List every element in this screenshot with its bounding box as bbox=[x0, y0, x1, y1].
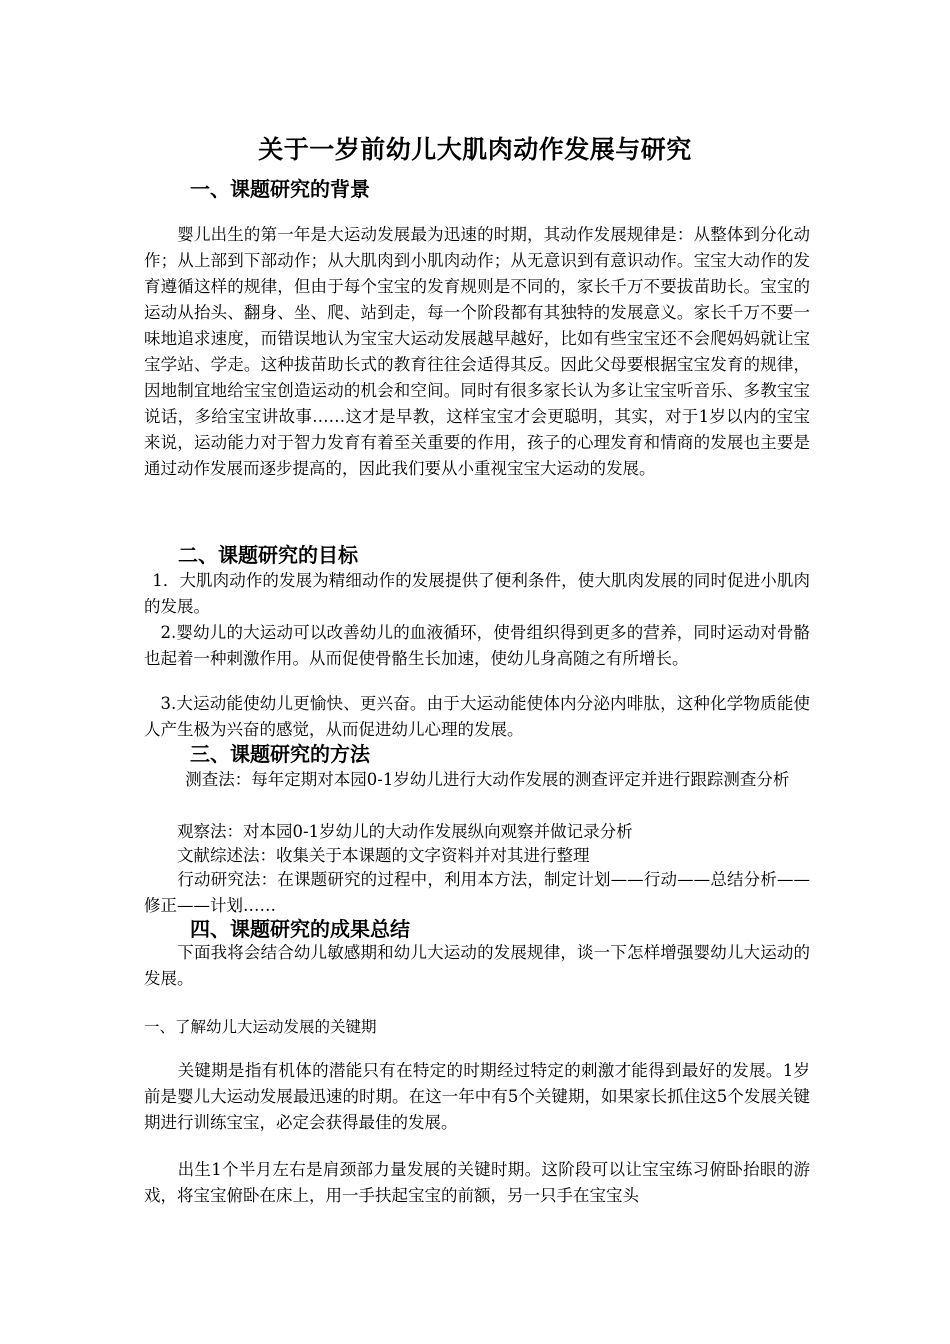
goal-item-3: 3.大运动能使幼儿更愉快、更兴奋。由于大运动能使体内分泌内啡肽，这种化学物质能使人产生极为兴奋的感觉，从而促进幼儿心理的发展。 bbox=[144, 694, 810, 739]
method-observation: 观察法：对本园0-1岁幼儿的大动作发展纵向观察并做记录分析 bbox=[144, 822, 633, 841]
shoulder-neck-paragraph: 出生1个半月左右是肩颈部力量发展的关键时期。这阶段可以让宝宝练习俯卧抬眼的游戏，将宝宝俯卧在床上，用一手扶起宝宝的前额，另一只手在宝宝头 bbox=[144, 1160, 810, 1205]
goal-item-2: 2.婴幼儿的大运动可以改善幼儿的血液循环，使骨组织得到更多的营养，同时运动对骨骼也起着一种刺激作用。从而促使骨骼生长加速，使幼儿身高随之有所增长。 bbox=[144, 623, 810, 668]
critical-period-paragraph: 关键期是指有机体的潜能只有在特定的时期经过特定的刺激才能得到最好的发展。1岁前是婴儿大运动发展最迅速的时期。在这一年中有5个关键期，如果家长抓住这5个发展关键期进行训练宝宝，必定会获得最佳的发展。 bbox=[144, 1061, 810, 1132]
section-heading-methods: 三、课题研究的方法 bbox=[190, 742, 370, 766]
method-literature-review: 文献综述法：收集关于本课题的文字资料并对其进行整理 bbox=[144, 846, 590, 865]
goal-item-1: 1．大肌肉动作的发展为精细动作的发展提供了便利条件，使大肌肉发展的同时促进小肌肉的发展。 bbox=[144, 571, 810, 616]
document-title: 关于一岁前幼儿大肌肉动作发展与研究 bbox=[258, 135, 692, 164]
section-heading-results: 四、课题研究的成果总结 bbox=[190, 917, 410, 941]
background-paragraph: 婴儿出生的第一年是大运动发展最为迅速的时期，其动作发展规律是：从整体到分化动作；从上部到下部动作；从大肌肉到小肌肉动作；从无意识到有意识动作。宝宝大动作的发育遵循这样的规律，但由于每个宝宝的发育规则是不同的，家长千万不要拔苗助长。宝宝的运动从抬头、翻身、坐、爬、站到走，每一个阶段都有其独特的发展意义。家长千万不要一味地追求速度，而错误地认为宝宝大运动发展越早越好，比如有些宝宝还不会爬妈妈就让宝宝学站、学走。这种拔苗助长式的教育往往会适得其反。因此父母要根据宝宝发育的规律，因地制宜地给宝宝创造运动的机会和空间。同时有很多家长认为多让宝宝听音乐、多教宝宝说话，多给宝宝讲故事……这才是早教，这样宝宝才会更聪明，其实，对于1岁以内的宝宝来说，运动能力对于智力发育有着至关重要的作用，孩子的心理发育和情商的发展也主要是通过动作发展而逐步提高的，因此我们要从小重视宝宝大运动的发展。 bbox=[144, 225, 810, 478]
section-heading-goals: 二、课题研究的目标 bbox=[178, 543, 358, 567]
method-action-research: 行动研究法：在课题研究的过程中，利用本方法，制定计划——行动——总结分析——修正——计划…… bbox=[144, 870, 810, 915]
results-intro: 下面我将会结合幼儿敏感期和幼儿大运动的发展规律，谈一下怎样增强婴幼儿大运动的发展。 bbox=[144, 943, 810, 988]
results-subheading-critical-period: 一、了解幼儿大运动发展的关键期 bbox=[144, 1018, 377, 1036]
method-survey: 测查法：每年定期对本园0-1岁幼儿进行大动作发展的测查评定并进行跟踪测查分析 bbox=[144, 770, 790, 789]
section-heading-background: 一、课题研究的背景 bbox=[190, 177, 370, 201]
